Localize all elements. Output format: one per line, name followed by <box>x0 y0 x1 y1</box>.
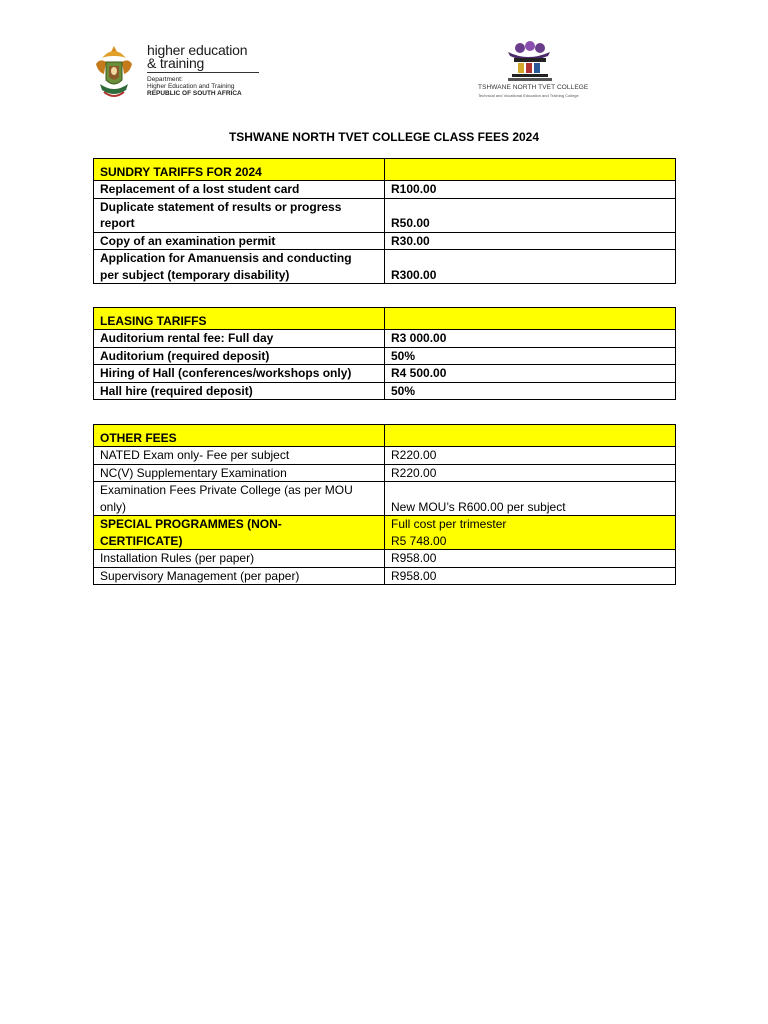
table-heading: OTHER FEES <box>94 425 385 447</box>
fee-amount: R220.00 <box>385 447 676 465</box>
fee-item: Hiring of Hall (conferences/workshops only) <box>94 365 385 383</box>
dhet-title-line1: higher education <box>147 42 248 58</box>
college-tagline: Technical and Vocational Education and Training College <box>478 93 579 98</box>
fee-item: Copy of an examination permit <box>94 232 385 250</box>
fee-amount: R220.00 <box>385 464 676 482</box>
college-logo <box>478 40 589 104</box>
table-row <box>94 382 676 400</box>
table-row <box>94 181 676 199</box>
fee-amount: R30.00 <box>385 232 676 250</box>
dhet-text-block <box>147 44 267 97</box>
table-heading-empty <box>385 425 676 447</box>
fee-item-line: Examination Fees Private College (as per MOU <box>100 483 353 497</box>
fee-amount-line: R5 748.00 <box>391 533 447 548</box>
fee-item-line: Application for Amanuensis and conducting <box>100 251 352 265</box>
fee-item-line: SPECIAL PROGRAMMES (NON- <box>100 517 282 531</box>
college-emblem-icon <box>478 40 578 84</box>
table-row <box>94 250 676 284</box>
table-row <box>94 347 676 365</box>
fee-item <box>94 250 385 284</box>
table-row <box>94 232 676 250</box>
table-heading-empty <box>385 308 676 330</box>
fee-item: NATED Exam only- Fee per subject <box>94 447 385 465</box>
table-header-row <box>94 425 676 447</box>
coat-of-arms-icon <box>92 44 136 102</box>
table-row <box>94 567 676 585</box>
dhet-dept-label: Department: <box>147 76 183 83</box>
dhet-dept-name: Higher Education and Training <box>147 83 235 90</box>
fee-item: Installation Rules (per paper) <box>94 550 385 568</box>
table-row <box>94 365 676 383</box>
fee-amount: 50% <box>385 347 676 365</box>
fee-amount: R100.00 <box>385 181 676 199</box>
dhet-divider <box>147 72 259 73</box>
fee-amount: R3 000.00 <box>385 330 676 348</box>
fee-item: Auditorium rental fee: Full day <box>94 330 385 348</box>
page-title: TSHWANE NORTH TVET COLLEGE CLASS FEES 2024 <box>228 130 540 144</box>
fee-item: Supervisory Management (per paper) <box>94 567 385 585</box>
dhet-country: REPUBLIC OF SOUTH AFRICA <box>147 90 242 97</box>
fee-item: NC(V) Supplementary Examination <box>94 464 385 482</box>
fee-item-line: only) <box>100 499 127 514</box>
fee-amount-line: Full cost per trimester <box>391 517 507 531</box>
table-row <box>94 330 676 348</box>
fee-amount: 50% <box>385 382 676 400</box>
fee-amount <box>385 516 676 550</box>
fee-item-line: per subject (temporary disability) <box>100 267 290 282</box>
table-row <box>94 550 676 568</box>
fee-item: Hall hire (required deposit) <box>94 382 385 400</box>
fee-item <box>94 198 385 232</box>
fee-amount: New MOU’s R600.00 per subject <box>385 482 676 516</box>
fee-amount: R958.00 <box>385 567 676 585</box>
fee-item-line: Duplicate statement of results or progress <box>100 199 342 214</box>
fee-amount: R300.00 <box>385 250 676 284</box>
college-name: TSHWANE NORTH TVET COLLEGE <box>478 84 589 91</box>
table-heading: LEASING TARIFFS <box>94 308 385 330</box>
dhet-title-line2: & training <box>147 55 205 71</box>
table-heading-empty <box>385 159 676 181</box>
fee-item <box>94 482 385 516</box>
fee-item-line: report <box>100 216 135 230</box>
fee-amount: R4 500.00 <box>385 365 676 383</box>
fee-amount: R958.00 <box>385 550 676 568</box>
table-row <box>94 464 676 482</box>
table-header-row <box>94 159 676 181</box>
table-row <box>94 198 676 232</box>
table-row-highlight <box>94 516 676 550</box>
fee-item: Replacement of a lost student card <box>94 181 385 199</box>
table-row <box>94 482 676 516</box>
leasing-tariffs-table <box>93 307 676 400</box>
table-header-row <box>94 308 676 330</box>
table-heading: SUNDRY TARIFFS FOR 2024 <box>94 159 385 181</box>
sundry-tariffs-table <box>93 158 676 284</box>
dhet-logo <box>92 44 262 106</box>
other-fees-table <box>93 424 676 585</box>
fee-amount: R50.00 <box>385 198 676 232</box>
table-row <box>94 447 676 465</box>
fee-item <box>94 516 385 550</box>
fee-item-line: CERTIFICATE) <box>100 533 183 548</box>
fee-item: Auditorium (required deposit) <box>94 347 385 365</box>
